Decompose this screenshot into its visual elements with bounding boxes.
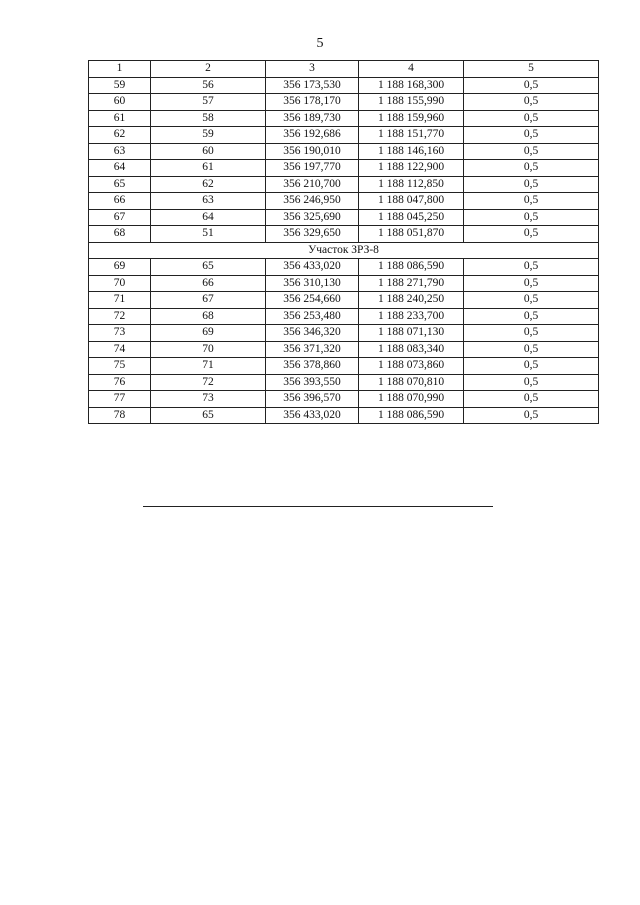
table-cell: 72	[151, 374, 266, 391]
table-row	[89, 358, 599, 375]
table-cell: 62	[151, 176, 266, 193]
table-cell: 0,5	[464, 391, 599, 408]
table-cell: 74	[89, 341, 151, 358]
table-cell: 65	[151, 407, 266, 424]
table-cell: 75	[89, 358, 151, 375]
table-cell: 0,5	[464, 374, 599, 391]
table-cell: 0,5	[464, 127, 599, 144]
table-cell: 64	[151, 209, 266, 226]
table-cell: 0,5	[464, 209, 599, 226]
table-cell: 67	[89, 209, 151, 226]
table-cell: 356 178,170	[266, 94, 359, 111]
table-cell: 63	[151, 193, 266, 210]
table-cell: 68	[151, 308, 266, 325]
table-cell: 1 188 168,300	[359, 77, 464, 94]
table-cell: 356 173,530	[266, 77, 359, 94]
table-cell: 51	[151, 226, 266, 243]
column-header: 5	[464, 61, 599, 78]
table-body-part-a	[89, 77, 599, 242]
table-cell: 76	[89, 374, 151, 391]
table-cell: 1 188 155,990	[359, 94, 464, 111]
table-cell: 73	[89, 325, 151, 342]
table-cell: 0,5	[464, 358, 599, 375]
table-cell: 0,5	[464, 160, 599, 177]
table-cell: 70	[151, 341, 266, 358]
table-cell: 64	[89, 160, 151, 177]
table-cell: 0,5	[464, 226, 599, 243]
table-cell: 356 246,950	[266, 193, 359, 210]
table-cell: 1 188 070,990	[359, 391, 464, 408]
table-cell: 66	[151, 275, 266, 292]
table-cell: 1 188 122,900	[359, 160, 464, 177]
table-cell: 60	[89, 94, 151, 111]
table-cell: 1 188 083,340	[359, 341, 464, 358]
table-cell: 1 188 233,700	[359, 308, 464, 325]
table-cell: 1 188 045,250	[359, 209, 464, 226]
table-cell: 356 310,130	[266, 275, 359, 292]
table-cell: 1 188 047,800	[359, 193, 464, 210]
table-cell: 65	[89, 176, 151, 193]
table-row	[89, 94, 599, 111]
table-cell: 71	[89, 292, 151, 309]
table-cell: 0,5	[464, 341, 599, 358]
table-row	[89, 77, 599, 94]
table-cell: 1 188 112,850	[359, 176, 464, 193]
column-header: 3	[266, 61, 359, 78]
table-cell: 68	[89, 226, 151, 243]
table-cell: 356 210,700	[266, 176, 359, 193]
table-cell: 356 197,770	[266, 160, 359, 177]
table-row	[89, 308, 599, 325]
table-row	[89, 391, 599, 408]
table-cell: 1 188 159,960	[359, 110, 464, 127]
table-cell: 0,5	[464, 275, 599, 292]
table-cell: 66	[89, 193, 151, 210]
table-row	[89, 292, 599, 309]
table-cell: 67	[151, 292, 266, 309]
table-row	[89, 193, 599, 210]
table-cell: 356 393,550	[266, 374, 359, 391]
table-row	[89, 110, 599, 127]
table-cell: 60	[151, 143, 266, 160]
table-cell: 356 253,480	[266, 308, 359, 325]
table-cell: 57	[151, 94, 266, 111]
table-cell: 0,5	[464, 292, 599, 309]
table-cell: 0,5	[464, 259, 599, 276]
table-cell: 69	[89, 259, 151, 276]
table-cell: 1 188 151,770	[359, 127, 464, 144]
table-cell: 1 188 051,870	[359, 226, 464, 243]
table-cell: 0,5	[464, 193, 599, 210]
table-cell: 356 371,320	[266, 341, 359, 358]
table-cell: 0,5	[464, 325, 599, 342]
table-cell: 70	[89, 275, 151, 292]
table-cell: 356 192,686	[266, 127, 359, 144]
table-cell: 356 396,570	[266, 391, 359, 408]
table-cell: 72	[89, 308, 151, 325]
table-cell: 71	[151, 358, 266, 375]
coordinates-table	[88, 60, 599, 424]
table-cell: 0,5	[464, 308, 599, 325]
table-cell: 61	[89, 110, 151, 127]
table-cell: 56	[151, 77, 266, 94]
page-number: 5	[316, 36, 324, 51]
table-cell: 1 188 240,250	[359, 292, 464, 309]
table-row	[89, 176, 599, 193]
table-cell: 1 188 271,790	[359, 275, 464, 292]
table-cell: 356 190,010	[266, 143, 359, 160]
table-cell: 0,5	[464, 110, 599, 127]
column-header: 1	[89, 61, 151, 78]
table-cell: 0,5	[464, 176, 599, 193]
table-cell: 1 188 146,160	[359, 143, 464, 160]
table-row	[89, 127, 599, 144]
table-row	[89, 325, 599, 342]
table-cell: 1 188 070,810	[359, 374, 464, 391]
table-header-row	[89, 61, 599, 78]
table-cell: 356 378,860	[266, 358, 359, 375]
table-row	[89, 259, 599, 276]
table-cell: 0,5	[464, 94, 599, 111]
table-cell: 61	[151, 160, 266, 177]
table-cell: 65	[151, 259, 266, 276]
table-cell: 73	[151, 391, 266, 408]
column-header: 2	[151, 61, 266, 78]
table-cell: 62	[89, 127, 151, 144]
table-cell: 69	[151, 325, 266, 342]
table-cell: 58	[151, 110, 266, 127]
column-header: 4	[359, 61, 464, 78]
table-cell: 1 188 086,590	[359, 407, 464, 424]
table-cell: 1 188 086,590	[359, 259, 464, 276]
table-cell: 356 433,020	[266, 259, 359, 276]
end-rule	[143, 506, 493, 507]
table-row	[89, 143, 599, 160]
table-row	[89, 275, 599, 292]
table-cell: 356 433,020	[266, 407, 359, 424]
table-cell: 1 188 071,130	[359, 325, 464, 342]
table-cell: 356 346,320	[266, 325, 359, 342]
table-cell: 59	[89, 77, 151, 94]
table-row	[89, 407, 599, 424]
table-cell: 63	[89, 143, 151, 160]
table-cell: 356 254,660	[266, 292, 359, 309]
table-body-part-b	[89, 259, 599, 424]
table-row	[89, 226, 599, 243]
table-cell: 1 188 073,860	[359, 358, 464, 375]
section-title: Участок ЗРЗ-8	[89, 242, 599, 259]
section-row	[89, 242, 599, 259]
table-row	[89, 374, 599, 391]
table-cell: 78	[89, 407, 151, 424]
table-cell: 356 325,690	[266, 209, 359, 226]
table-cell: 356 329,650	[266, 226, 359, 243]
table-cell: 77	[89, 391, 151, 408]
table-cell: 356 189,730	[266, 110, 359, 127]
table-row	[89, 341, 599, 358]
table-cell: 0,5	[464, 77, 599, 94]
table-cell: 0,5	[464, 407, 599, 424]
table-cell: 0,5	[464, 143, 599, 160]
table-row	[89, 209, 599, 226]
table-cell: 59	[151, 127, 266, 144]
table-row	[89, 160, 599, 177]
